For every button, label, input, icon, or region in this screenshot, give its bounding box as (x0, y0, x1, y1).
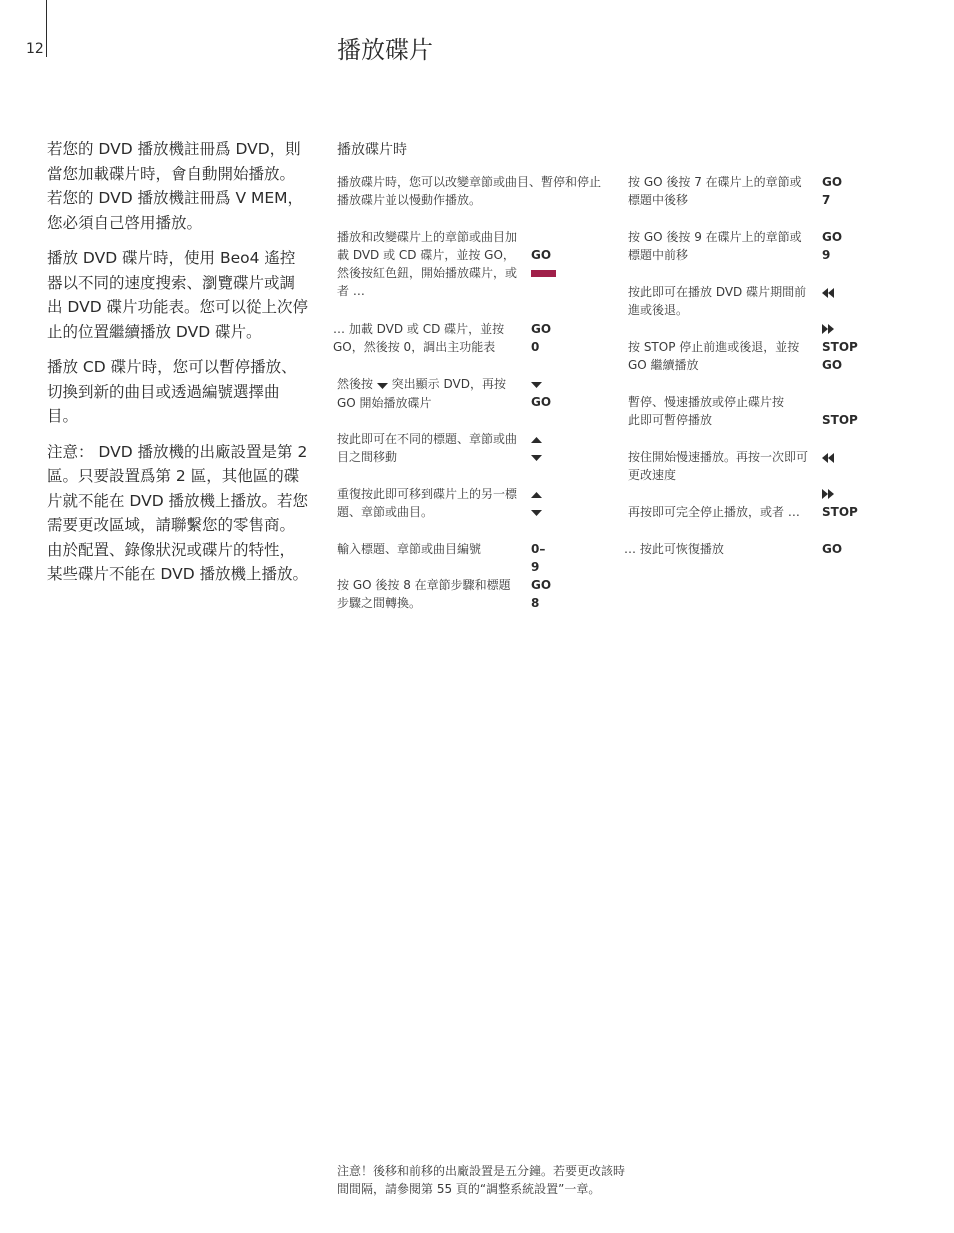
key-label: STOP (822, 340, 858, 354)
key-label: GO (822, 175, 843, 189)
key-label: 9 (822, 248, 831, 262)
key-label: STOP (822, 413, 858, 427)
intro-paragraph: 注意： DVD 播放機的出廠設置是第 2 區。只要設置爲第 2 區，其他區的碟片就不能在 DVD 播放機上播放。若您需要更改區域，請聯繫您的零售商。由於配置、錄像狀況或碟片的特性，某些碟片不能在 DVD 播放機上播放。 (47, 442, 309, 583)
row-description: 重復按此即可移到碟片上的另一標題、章節或曲目。 (337, 487, 518, 519)
row-keys (531, 430, 542, 448)
section-heading: 播放碟片時 (337, 142, 407, 158)
page-title: 播放碟片 (337, 36, 433, 64)
row-description (337, 375, 519, 412)
down-arrow-icon (531, 450, 542, 464)
row-description: 按住開始慢速播放。再按一次即可更改速度 (628, 450, 809, 482)
row-keys (531, 320, 551, 356)
row-description: 按 GO 後按 9 在碟片上的章節或標題中前移 (628, 230, 802, 262)
row-description: 按 GO 後按 8 在章節步驟和標題步驟之間轉換。 (337, 578, 511, 610)
fast-forward-icon (822, 321, 834, 335)
intro-paragraph: 播放 CD 碟片時，您可以暫停播放、切換到新的曲目或透過編號選擇曲目。 (47, 358, 297, 425)
key-label: GO (531, 322, 552, 336)
up-arrow-icon (531, 487, 542, 501)
key-label: GO (531, 395, 552, 409)
row-description-part: 突出顯示 DVD，再按 GO 開始播放碟片 (337, 377, 506, 410)
down-arrow-icon (531, 505, 542, 519)
header-rule (46, 0, 47, 57)
page-number: 12 (26, 41, 44, 57)
row-keys (822, 338, 858, 374)
key-label: 0 (531, 340, 540, 354)
row-description: … 按此可恢復播放 (624, 542, 724, 556)
row-description: 按 STOP 停止前進或後退，並按 GO 繼續播放 (628, 340, 800, 372)
section-lead: 播放碟片時，您可以改變章節或曲目、暫停和停止播放碟片並以慢動作播放。 (337, 175, 602, 207)
rewind-icon (822, 450, 834, 464)
row-description: 按此即可在播放 DVD 碟片期間前進或後退。 (628, 285, 807, 317)
key-label: 7 (822, 193, 831, 207)
fast-forward-icon (822, 486, 834, 500)
row-keys (822, 173, 842, 209)
key-label: GO (822, 358, 843, 372)
key-label: GO (531, 248, 552, 262)
key-label: 0–9 (531, 542, 546, 574)
row-keys (822, 228, 842, 264)
row-description: … 加載 DVD 或 CD 碟片，並按 GO，然後按 0，調出主功能表 (333, 322, 505, 354)
key-label: 8 (531, 596, 540, 610)
row-keys (822, 393, 858, 429)
row-keys (531, 375, 551, 411)
row-keys (531, 485, 542, 503)
row-keys (822, 503, 858, 521)
key-label: GO (531, 578, 552, 592)
red-button-icon (531, 264, 556, 282)
intro-paragraph: 播放 DVD 碟片時，使用 Beo4 遙控器以不同的速度搜索、瀏覽碟片或調出 DVD 碟片功能表。您可以從上次停止的位置繼續播放 DVD 碟片。 (47, 249, 309, 341)
key-label: GO (822, 230, 843, 244)
down-arrow-icon (531, 375, 551, 393)
row-description: 暫停、慢速播放或停止碟片按此即可暫停播放 (628, 395, 785, 427)
row-keys (822, 283, 834, 301)
intro-text (47, 137, 309, 598)
row-keys (531, 576, 551, 612)
row-description: 輸入標題、章節或曲目編號 (337, 542, 482, 556)
row-keys (531, 246, 556, 282)
up-arrow-icon (531, 432, 542, 446)
intro-paragraph: 若您的 DVD 播放機註冊爲 DVD，則當您加載碟片時，會自動開始播放。若您的 DVD 播放機註冊爲 V MEM，您必須自己啓用播放。 (47, 140, 304, 232)
row-description: 再按即可完全停止播放，或者 … (628, 505, 800, 519)
key-label: GO (822, 542, 843, 556)
row-keys (822, 448, 834, 466)
row-description: 播放和改變碟片上的章節或曲目加載 DVD 或 CD 碟片，並按 GO，然後按紅色鈕，開始播放碟片，或者 … (337, 230, 518, 298)
row-description: 按此即可在不同的標題、章節或曲目之間移動 (337, 432, 518, 464)
key-label: STOP (822, 505, 858, 519)
row-keys (531, 540, 546, 574)
rewind-icon (822, 285, 834, 299)
row-keys (822, 540, 842, 558)
footnote: 注意！後移和前移的出廠設置是五分鐘。若要更改該時間間隔，請參閱第 55 頁的“調整系統設置”一章。 (337, 1164, 626, 1196)
row-description: 按 GO 後按 7 在碟片上的章節或標題中後移 (628, 175, 802, 207)
row-description-part: 然後按 (337, 377, 374, 391)
down-arrow-icon (377, 376, 388, 394)
